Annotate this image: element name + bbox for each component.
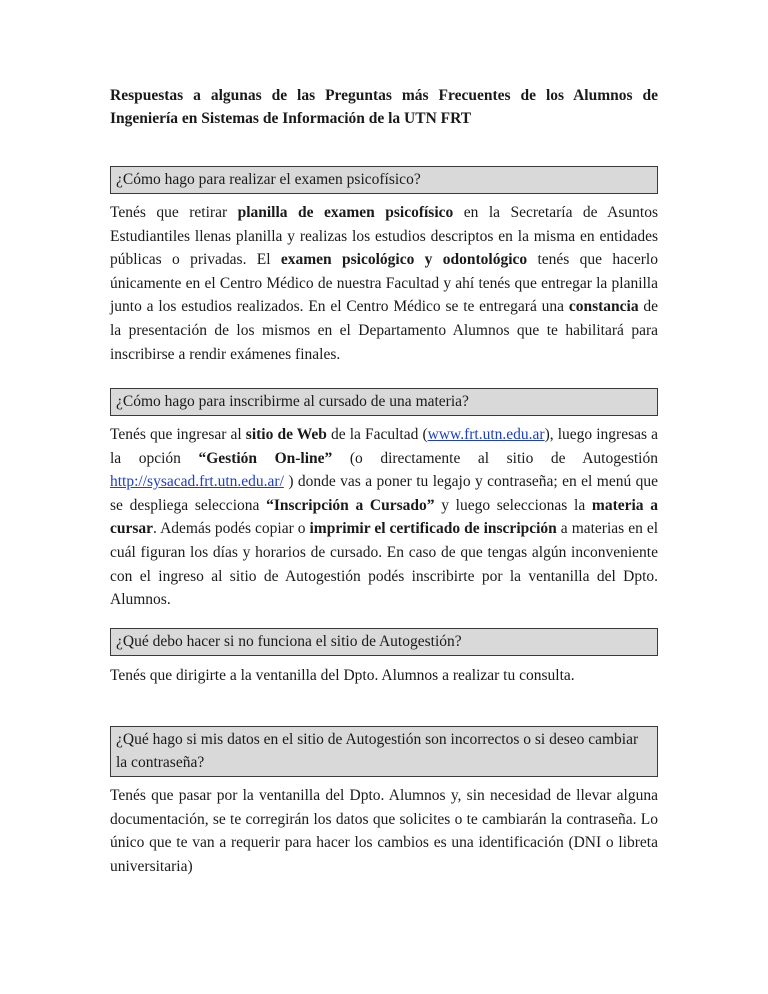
faq-answer-3: Tenés que dirigirte a la ventanilla del Dpto. Alumnos a realizar tu consulta. — [110, 667, 575, 684]
faq-answer-1: Tenés que retirar planilla de examen psicofísico en la Secretaría de Asuntos Estudiantiles llenas planilla y realizas los estudios descriptos en la misma en entidades públicas o privadas. El examen psicológico y odontológico tenés que hacerlo únicamente en el Centro Médico de nuestra Facultad y ahí tenés que entregar la planilla junto a los estudios realizados. En el Centro Médico se te entregará una constancia de la presentación de los mismos en el Departamento Alumnos que te habilitará para inscribirse a rendir exámenes finales. — [110, 204, 658, 363]
bold-inscripcion-cursado: “Inscripción a Cursado” — [266, 496, 435, 514]
faq-answer-4: Tenés que pasar por la ventanilla del Dpto. Alumnos y, sin necesidad de llevar alguna documentación, se te corregirán los datos que solicites o te cambiarán la contraseña. Lo único que te van a requerir para hacer los cambios es una identificación (DNI o libreta universitaria) — [110, 787, 658, 875]
bold-sitio-web: sitio de Web — [245, 426, 327, 443]
faq-question-1: ¿Cómo hago para realizar el examen psicofísico? — [110, 166, 658, 194]
bold-examen: examen psicológico y odontológico — [280, 251, 528, 269]
bold-planilla: planilla de examen psicofísico — [237, 204, 454, 221]
link-frt-website[interactable]: www.frt.utn.edu.ar — [427, 426, 545, 443]
link-sysacad[interactable]: http://sysacad.frt.utn.edu.ar/ — [110, 473, 284, 491]
faq-question-3: ¿Qué debo hacer si no funciona el sitio de Autogestión? — [110, 628, 658, 656]
faq-question-2: ¿Cómo hago para inscribirme al cursado de una materia? — [110, 388, 658, 416]
faq-question-4: ¿Qué hago si mis datos en el sitio de Autogestión son incorrectos o si deseo cambiar la contraseña? — [110, 726, 658, 777]
document-title: Respuestas a algunas de las Preguntas más Frecuentes de los Alumnos de Ingeniería en Sistemas de Información de la UTN FRT — [110, 87, 658, 127]
bold-certificado: imprimir el certificado de inscripción — [309, 520, 557, 538]
bold-materia-cursar: materia a cursar — [110, 496, 659, 538]
bold-gestion-online: “Gestión On-line” — [198, 449, 333, 467]
bold-constancia: constancia — [568, 298, 639, 316]
faq-answer-2: Tenés que ingresar al sitio de Web de la Facultad (www.frt.utn.edu.ar), luego ingresas a la opción “Gestión On-line” (o directamente al sitio de Autogestión http://sysacad.frt.utn.edu.ar/ ) donde vas a poner tu legajo y contraseña; en el menú que se despliega selecciona “Inscripción a Cursado” y luego seleccionas la materia a cursar. Además podés copiar o imprimir el certificado de inscripción a materias en el cuál figuran los días y horarios de cursado. En caso de que tengas algún inconveniente con el ingreso al sitio de Autogestión podés inscribirte por la ventanilla del Dpto. Alumnos. — [110, 426, 659, 609]
